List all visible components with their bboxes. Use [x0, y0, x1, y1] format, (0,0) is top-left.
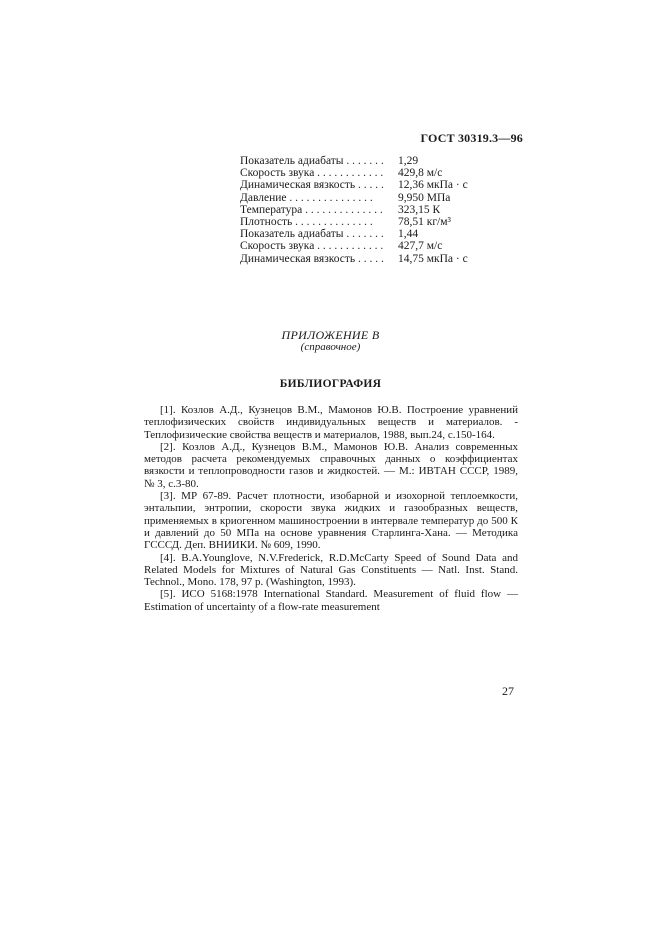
parameter-value: 1,29 [398, 155, 419, 167]
reference-item: [2]. Козлов А.Д., Кузнецов В.М., Мамонов Ю.В. Анализ современных методов расчета рекомендуемых справочных данных о коэффициентах вязкости и теплопроводности газов и жидкостей. — М.: ИВТАН СССР, 1989, № 3, с.3-80. [144, 440, 518, 490]
page-number: 27 [502, 684, 514, 698]
appendix-subtitle: (справочное) [300, 341, 361, 353]
parameter-label: Температура . . . . . . . . . . . . . . [240, 203, 383, 216]
parameter-value: 12,36 мкПа · с [398, 179, 468, 192]
bibliography-title: БИБЛИОГРАФИЯ [279, 378, 382, 390]
parameter-list [240, 155, 468, 265]
parameter-row [240, 179, 468, 191]
parameter-row [240, 155, 468, 167]
parameter-label: Показатель адиабаты . . . . . . . [240, 155, 384, 167]
parameter-label: Скорость звука . . . . . . . . . . . . [240, 167, 384, 180]
parameter-label: Динамическая вязкость . . . . . [240, 252, 384, 265]
appendix-title: ПРИЛОЖЕНИЕ В [281, 328, 380, 342]
parameter-label: Показатель адиабаты . . . . . . . [240, 228, 384, 241]
reference-list [144, 404, 518, 613]
parameter-value: 429,8 м/с [398, 167, 443, 180]
parameter-value: 9,950 МПа [398, 191, 451, 204]
parameter-row [240, 204, 468, 216]
parameter-label: Динамическая вязкость . . . . . [240, 179, 384, 192]
reference-item: [1]. Козлов А.Д., Кузнецов В.М., Мамонов Ю.В. Построение уравнений теплофизических свойств индивидуальных веществ и материалов. - Теплофизические свойства веществ и материалов, 1988, вып.24, с.150-164. [144, 404, 518, 441]
document-header: ГОСТ 30319.3—96 [420, 131, 523, 145]
parameter-label: Скорость звука . . . . . . . . . . . . [240, 240, 384, 253]
parameter-value: 1,44 [398, 228, 419, 241]
parameter-value: 78,51 кг/м³ [398, 216, 451, 229]
reference-item: [5]. ИСО 5168:1978 International Standard. Measurement of fluid flow — Estimation of uncertainty of a flow-rate measurement [144, 588, 518, 613]
parameter-value: 14,75 мкПа · с [398, 252, 468, 265]
reference-item: [4]. B.A.Younglove, N.V.Frederick, R.D.McCarty Speed of Sound Data and Related Models for Mixtures of Natural Gas Constituents — Natl. Inst. Stand. Technol., Mono. 178, 97 p. (Washington, 1993). [144, 551, 518, 589]
parameter-value: 427,7 м/с [398, 240, 443, 253]
parameter-label: Давление . . . . . . . . . . . . . . . [240, 191, 373, 204]
parameter-row [240, 240, 468, 252]
parameter-row [240, 228, 468, 240]
parameter-label: Плотность . . . . . . . . . . . . . . [240, 216, 373, 229]
parameter-value: 323,15 К [398, 203, 441, 216]
reference-item: [3]. МР 67-89. Расчет плотности, изобарной и изохорной теплоемкости, энтальпии, энтропии, скорости звука жидких и газообразных веществ, применяемых в криогенном машиностроении в интервале температур до 500 К и давлений до 50 МПа на основе уравнения Старлинга-Хана. — Методика ГСССД. Деп. ВНИИКИ. № 609, 1990. [144, 490, 518, 552]
parameter-row [240, 253, 468, 265]
parameter-row [240, 216, 468, 228]
parameter-row [240, 167, 468, 179]
parameter-row [240, 192, 468, 204]
